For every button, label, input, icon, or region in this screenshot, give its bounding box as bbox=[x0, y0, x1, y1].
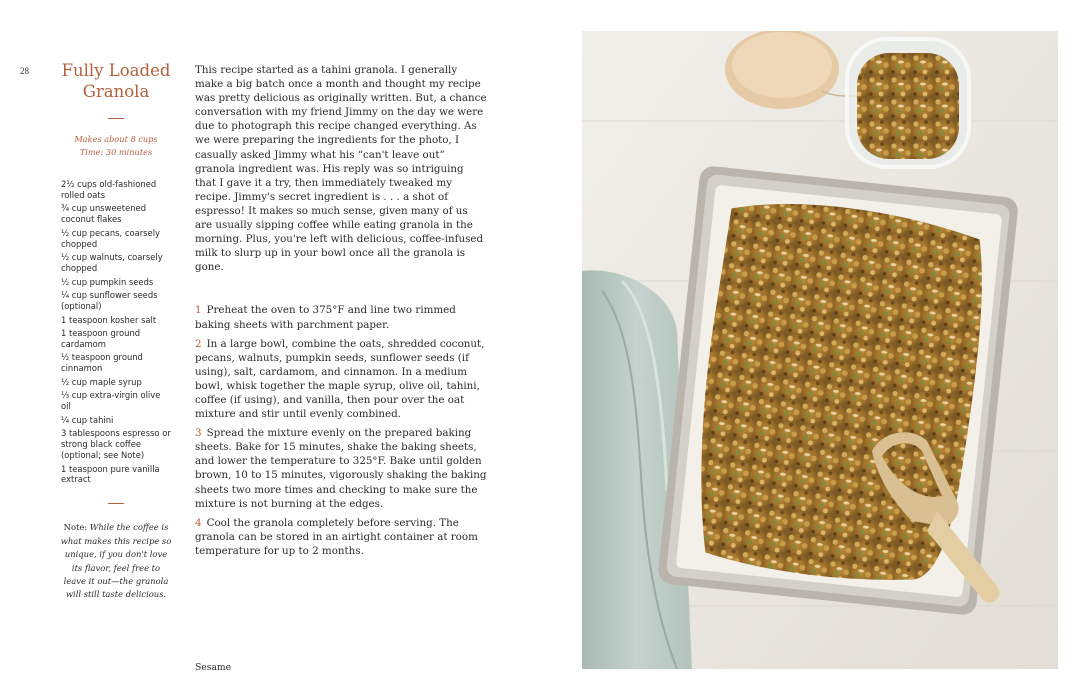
divider bbox=[108, 118, 124, 119]
step-text: Spread the mixture evenly on the prepared baking sheets. Bake for 15 minutes, shake the baking sheets, and lower the temperature to 325°F. Bake until golden brown, 10 to 15 minutes, vigorously shaking the baking sheets two more times and checking to make sure the mixture is not burning at the edges. bbox=[195, 427, 487, 510]
step-number: 4 bbox=[195, 516, 202, 529]
ingredient-item: 3 tablespoons espresso or strong black coffee (optional; see Note) bbox=[61, 428, 171, 461]
ingredient-item: 1 teaspoon kosher salt bbox=[61, 314, 157, 325]
step-4 bbox=[195, 516, 487, 558]
step-text: In a large bowl, combine the oats, shredded coconut, pecans, walnuts, pumpkin seeds, sunflower seeds (if using), salt, cardamom, and cinnamon. In a medium bowl, whisk together the maple syrup, olive oil, tahini, coffee (if using), and vanilla, then pour over the oat mixture and stir until evenly combined. bbox=[195, 337, 485, 421]
step-3 bbox=[195, 426, 487, 511]
step-text: Preheat the oven to 375°F and line two rimmed baking sheets with parchment paper. bbox=[195, 304, 456, 331]
recipe-title bbox=[60, 60, 172, 102]
granola-photo bbox=[582, 31, 1058, 669]
ingredient-item: ⅓ cup extra-virgin olive oil bbox=[61, 390, 161, 412]
ingredient-item: ½ cup maple syrup bbox=[61, 376, 142, 387]
ingredient-item: ¼ cup tahini bbox=[61, 414, 114, 425]
ingredient-item: ½ cup pecans, coarsely chopped bbox=[61, 227, 160, 249]
recipe-time: Time: 30 minutes bbox=[79, 146, 153, 157]
recipe-note bbox=[60, 521, 172, 601]
recipe-title-line-1: Fully Loaded bbox=[61, 61, 171, 80]
running-footer: Sesame bbox=[195, 662, 232, 673]
divider bbox=[108, 503, 124, 504]
recipe-meta bbox=[60, 133, 172, 158]
ingredient-item: 2½ cups old-fashioned rolled oats bbox=[61, 179, 157, 200]
ingredient-item: ¾ cup unsweetened coconut flakes bbox=[61, 203, 147, 225]
note-label: Note: bbox=[63, 522, 88, 533]
ingredient-item: ¼ cup sunflower seeds (optional) bbox=[61, 290, 158, 312]
step-number: 1 bbox=[195, 304, 202, 317]
intro-paragraph: This recipe started as a tahini granola. I generally make a big batch once a month and thought my recipe was pretty delicious as originally written. But, a chance conversation with my friend Jimmy on the day we were due to photograph this recipe changed everything. As we were preparing the ingredients for the photo, I casually asked Jimmy what his “can't leave out” granola ingredient was. His reply was so intriguing that I gave it a try, then immediately tweaked my recipe. Jimmy's secret ingredient is . . . a shot of espresso! It makes so much sense, given many of us are usually sipping coffee while eating granola in the morning. Plus, you're left with delicious, coffee-infused milk to slurp up in your bowl once all the granola is gone. bbox=[195, 64, 487, 274]
step-text: Cool the granola completely before serving. The granola can be stored in an airtight container at room temperature for up to 2 months. bbox=[195, 516, 478, 557]
step-1 bbox=[195, 303, 487, 331]
ingredient-item: ½ cup pumpkin seeds bbox=[61, 276, 154, 287]
main-column bbox=[195, 63, 487, 563]
step-number: 3 bbox=[195, 427, 202, 440]
sidebar-column bbox=[60, 60, 172, 602]
ingredient-item: 1 teaspoon ground cardamom bbox=[61, 328, 141, 349]
recipe-title-line-2: Granola bbox=[82, 82, 150, 101]
ingredient-item: 1 teaspoon pure vanilla extract bbox=[61, 463, 160, 485]
method-steps bbox=[195, 303, 487, 558]
recipe-yield: Makes about 8 cups bbox=[74, 134, 158, 144]
ingredient-item: ½ cup walnuts, coarsely chopped bbox=[61, 252, 163, 274]
page-number: 28 bbox=[20, 66, 29, 76]
ingredient-item: ½ teaspoon ground cinnamon bbox=[61, 352, 143, 374]
step-2 bbox=[195, 337, 487, 422]
ingredient-list bbox=[61, 179, 172, 485]
note-text: While the coffee is what makes this recipe so unique, if you don't love its flavor, feel free to leave it out—the granola will still taste delicious. bbox=[60, 522, 172, 600]
step-number: 2 bbox=[195, 337, 202, 350]
